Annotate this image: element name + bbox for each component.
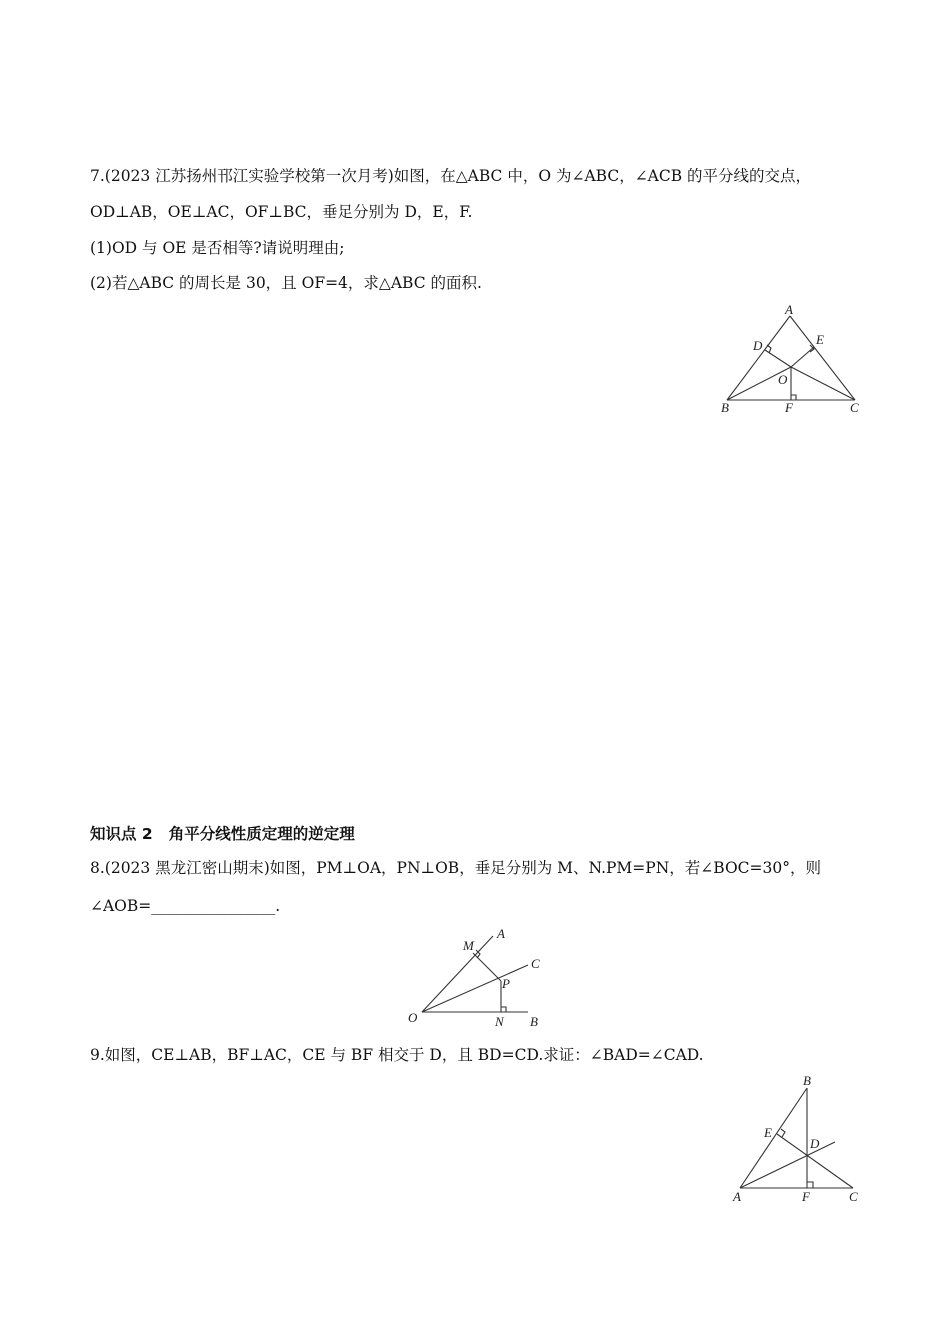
q7-triangle-figure — [715, 300, 875, 420]
q9-label-d: D — [810, 1136, 820, 1151]
q9-stem: 9.如图，CE⊥AB，BF⊥AC，CE 与 BF 相交于 D，且 BD=CD.求证：∠BAD=∠CAD. — [90, 1046, 704, 1064]
section-label: 知识点 2 — [90, 825, 153, 843]
q7-side-ac — [790, 316, 855, 400]
q9-label-b: B — [803, 1073, 811, 1088]
q8-label-m: M — [463, 938, 474, 953]
q7-segment-oe — [791, 347, 814, 367]
q8-label-n: N — [495, 1014, 504, 1029]
q9-label-f: F — [802, 1189, 810, 1204]
q8-label-a: A — [497, 926, 505, 941]
q7-label-f: F — [785, 400, 793, 415]
q7-label-b: B — [721, 400, 729, 415]
q7-bisector-co — [791, 367, 855, 400]
q7-stem-line2: OD⊥AB，OE⊥AC，OF⊥BC，垂足分别为 D，E，F. — [90, 203, 473, 221]
q9-label-c: C — [849, 1189, 858, 1204]
q8-right-angle-n — [501, 1007, 506, 1012]
q7-stem-line1: 7.(2023 江苏扬州邗江实验学校第一次月考)如图，在△ABC 中，O 为∠ABC，∠ACB 的平分线的交点， — [90, 167, 812, 185]
q9-right-angle-f — [807, 1182, 813, 1188]
q8-label-o: O — [408, 1010, 418, 1025]
q8-stem-line1: 8.(2023 黑龙江密山期末)如图，PM⊥OA，PN⊥OB，垂足分别为 M、N.PM=PN，若∠BOC=30°，则 — [90, 859, 821, 877]
q9-side-ab — [740, 1088, 807, 1188]
section-heading — [90, 822, 355, 844]
q7-label-o: O — [778, 372, 788, 387]
q7-part1: (1)OD 与 OE 是否相等?请说明理由; — [90, 239, 345, 257]
q9-right-angle-e — [781, 1129, 785, 1137]
q9-label-e: E — [764, 1125, 772, 1140]
q8-ray-oa — [422, 936, 493, 1012]
q8-angle-figure — [400, 920, 560, 1035]
q8-label-b: B — [530, 1014, 538, 1029]
section-title: 角平分线性质定理的逆定理 — [168, 825, 355, 843]
q7-label-c: C — [850, 400, 859, 415]
q7-label-d: D — [753, 338, 763, 353]
q7-part2: (2)若△ABC 的周长是 30，且 OF=4，求△ABC 的面积. — [90, 274, 482, 292]
q9-triangle-figure — [725, 1068, 875, 1213]
q9-label-a: A — [733, 1189, 741, 1204]
q8-ray-oc — [422, 965, 528, 1012]
q8-label-p: P — [502, 976, 510, 991]
q7-label-a: A — [785, 302, 793, 317]
q7-label-e: E — [816, 332, 824, 347]
q8-label-c: C — [531, 956, 540, 971]
q7-side-ab — [727, 316, 790, 400]
q8-stem-line2: ∠AOB=________________. — [90, 897, 281, 915]
